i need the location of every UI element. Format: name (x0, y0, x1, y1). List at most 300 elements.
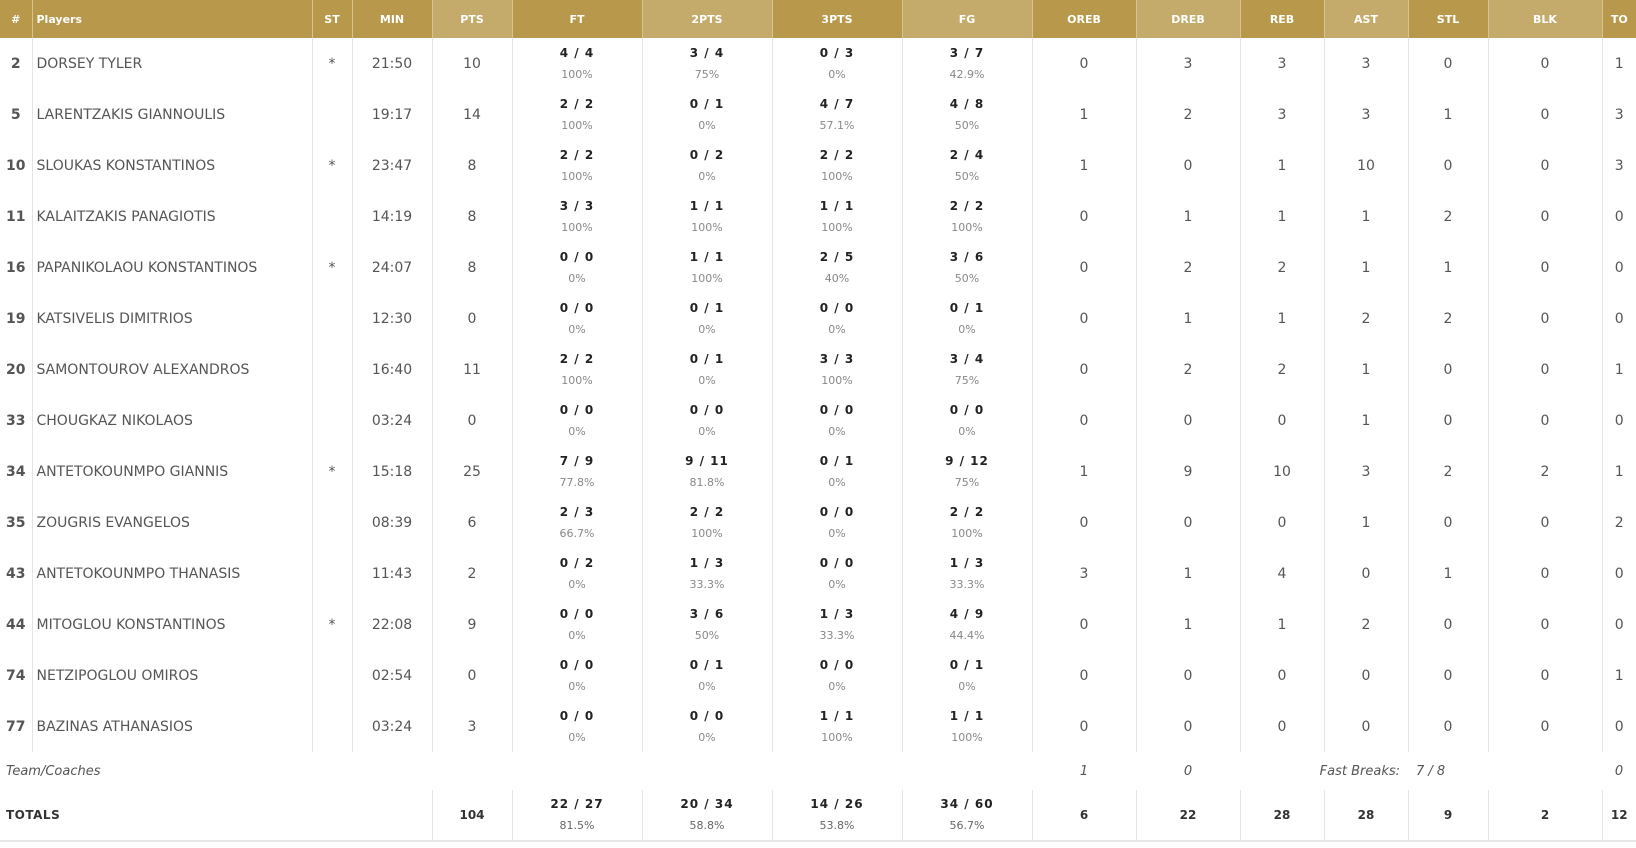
player-number: 33 (0, 395, 32, 446)
player-stl: 1 (1408, 548, 1488, 599)
player-ft (512, 599, 642, 650)
player-2pts (642, 548, 772, 599)
player-name-link[interactable]: NETZIPOGLOU OMIROS (32, 650, 312, 701)
player-3pts-made: 0 / 3 (819, 45, 855, 60)
player-ast: 3 (1324, 38, 1408, 89)
player-fg (902, 242, 1032, 293)
totals-stl: 9 (1408, 790, 1488, 841)
player-row (0, 140, 1636, 191)
player-3pts (772, 89, 902, 140)
player-dreb: 1 (1136, 548, 1240, 599)
player-2pts-pct: 100% (691, 526, 723, 540)
starter-mark (312, 344, 352, 395)
player-row (0, 242, 1636, 293)
starter-mark: * (312, 599, 352, 650)
col-dreb-header[interactable]: DREB (1136, 0, 1240, 38)
player-3pts-made: 1 / 3 (819, 606, 855, 621)
player-fg-made: 3 / 4 (949, 351, 985, 366)
col-pts-header[interactable]: PTS (432, 0, 512, 38)
player-reb: 1 (1240, 140, 1324, 191)
player-fg-made: 9 / 12 (945, 453, 989, 468)
player-to: 0 (1614, 310, 1624, 327)
player-ft-pct: 100% (561, 169, 593, 183)
player-fg-made: 2 / 2 (949, 198, 985, 213)
player-stl: 0 (1408, 701, 1488, 752)
player-3pts-pct: 0% (828, 577, 846, 591)
team-coaches-label: Team/Coaches (6, 763, 101, 779)
player-2pts (642, 38, 772, 89)
player-2pts-made: 3 / 4 (689, 45, 725, 60)
totals-fg (902, 790, 1032, 841)
player-ft-made: 0 / 0 (559, 249, 595, 264)
totals-3pts (772, 790, 902, 841)
player-ast: 1 (1324, 344, 1408, 395)
player-ast: 1 (1324, 191, 1408, 242)
player-2pts-made: 9 / 11 (685, 453, 729, 468)
player-ast: 0 (1324, 701, 1408, 752)
player-dreb: 0 (1136, 650, 1240, 701)
col-ast-header[interactable]: AST (1324, 0, 1408, 38)
player-2pts-made: 0 / 1 (689, 300, 725, 315)
player-2pts (642, 293, 772, 344)
player-to: 3 (1614, 157, 1624, 174)
player-ft-made: 0 / 0 (559, 300, 595, 315)
player-ft-made: 2 / 2 (559, 96, 595, 111)
player-oreb: 0 (1032, 344, 1136, 395)
player-fg-pct: 100% (951, 220, 983, 234)
player-stl: 2 (1408, 446, 1488, 497)
player-row (0, 497, 1636, 548)
player-row (0, 191, 1636, 242)
player-3pts-made: 1 / 1 (819, 708, 855, 723)
player-row (0, 38, 1636, 89)
player-2pts (642, 140, 772, 191)
player-ast: 2 (1324, 293, 1408, 344)
player-3pts (772, 548, 902, 599)
player-stl: 0 (1408, 344, 1488, 395)
player-3pts-pct: 0% (828, 679, 846, 693)
player-3pts (772, 446, 902, 497)
player-min: 08:39 (352, 497, 432, 548)
player-stl: 0 (1408, 599, 1488, 650)
player-name-link[interactable]: KALAITZAKIS PANAGIOTIS (32, 191, 312, 242)
player-fg-made: 4 / 8 (949, 96, 985, 111)
player-oreb: 0 (1032, 497, 1136, 548)
player-ft (512, 89, 642, 140)
player-name-link[interactable]: MITOGLOU KONSTANTINOS (32, 599, 312, 650)
player-fg-made: 1 / 1 (949, 708, 985, 723)
player-to: 0 (1614, 259, 1624, 276)
totals-2pts-pct: 58.8% (689, 819, 725, 832)
player-ft-made: 0 / 0 (559, 657, 595, 672)
player-number: 20 (0, 344, 32, 395)
player-ft-pct: 77.8% (559, 475, 595, 489)
starter-mark (312, 395, 352, 446)
player-ft-pct: 0% (568, 322, 586, 336)
player-ft-made: 2 / 3 (559, 504, 595, 519)
player-to: 1 (1614, 463, 1624, 480)
team-coaches-row (0, 752, 1636, 790)
player-fg (902, 293, 1032, 344)
player-oreb: 0 (1032, 599, 1136, 650)
player-ft-pct: 0% (568, 679, 586, 693)
player-ft-made: 7 / 9 (559, 453, 595, 468)
player-fg-pct: 42.9% (949, 67, 985, 81)
player-blk: 2 (1488, 446, 1602, 497)
totals-3pts-made: 14 / 26 (810, 797, 864, 811)
player-reb: 0 (1240, 497, 1324, 548)
player-2pts-made: 0 / 1 (689, 351, 725, 366)
player-number: 44 (0, 599, 32, 650)
player-ft-made: 3 / 3 (559, 198, 595, 213)
player-fg-pct: 75% (954, 475, 980, 489)
player-number: 35 (0, 497, 32, 548)
player-to: 0 (1614, 718, 1624, 735)
totals-row (0, 790, 1636, 841)
player-2pts-made: 2 / 2 (689, 504, 725, 519)
player-stl: 1 (1408, 242, 1488, 293)
player-dreb: 9 (1136, 446, 1240, 497)
starter-mark: * (312, 38, 352, 89)
player-3pts-made: 4 / 7 (819, 96, 855, 111)
player-name-link[interactable]: SLOUKAS KONSTANTINOS (32, 140, 312, 191)
player-fg-pct: 33.3% (949, 577, 985, 591)
player-fg-pct: 50% (954, 118, 980, 132)
player-fg-made: 0 / 1 (949, 300, 985, 315)
player-number: 10 (0, 140, 32, 191)
player-pts: 10 (432, 38, 512, 89)
player-fg-pct: 75% (954, 373, 980, 387)
player-blk: 0 (1488, 701, 1602, 752)
player-fg-pct: 0% (958, 322, 976, 336)
player-min: 16:40 (352, 344, 432, 395)
player-fg (902, 344, 1032, 395)
col-to-header[interactable]: TO (1602, 0, 1636, 38)
player-ft (512, 650, 642, 701)
player-fg (902, 548, 1032, 599)
player-ft-pct: 0% (568, 628, 586, 642)
player-fg (902, 650, 1032, 701)
player-ast: 0 (1324, 650, 1408, 701)
player-min: 03:24 (352, 701, 432, 752)
player-2pts-made: 0 / 0 (689, 708, 725, 723)
player-name-link[interactable]: DORSEY TYLER (32, 38, 312, 89)
player-reb: 0 (1240, 395, 1324, 446)
player-blk: 0 (1488, 599, 1602, 650)
player-fg-made: 0 / 1 (949, 657, 985, 672)
player-blk: 0 (1488, 344, 1602, 395)
player-fg (902, 395, 1032, 446)
player-min: 12:30 (352, 293, 432, 344)
player-fg (902, 599, 1032, 650)
player-stl: 1 (1408, 89, 1488, 140)
player-fg-pct: 100% (951, 526, 983, 540)
player-reb: 10 (1240, 446, 1324, 497)
player-ast: 2 (1324, 599, 1408, 650)
player-3pts (772, 701, 902, 752)
player-2pts-pct: 100% (691, 220, 723, 234)
player-ft-made: 0 / 0 (559, 708, 595, 723)
player-row (0, 89, 1636, 140)
player-3pts (772, 242, 902, 293)
totals-ft-pct: 81.5% (559, 819, 595, 832)
starter-mark (312, 548, 352, 599)
player-2pts (642, 650, 772, 701)
player-number: 77 (0, 701, 32, 752)
team-oreb: 1 (1079, 763, 1089, 779)
player-2pts-pct: 50% (694, 628, 720, 642)
player-fg (902, 701, 1032, 752)
player-3pts-pct: 100% (821, 730, 853, 744)
player-oreb: 3 (1032, 548, 1136, 599)
player-oreb: 0 (1032, 701, 1136, 752)
player-dreb: 0 (1136, 497, 1240, 548)
totals-fg-made: 34 / 60 (940, 797, 994, 811)
player-dreb: 2 (1136, 344, 1240, 395)
player-pts: 3 (432, 701, 512, 752)
player-blk: 0 (1488, 89, 1602, 140)
player-oreb: 0 (1032, 395, 1136, 446)
player-2pts-made: 1 / 1 (689, 198, 725, 213)
player-min: 21:50 (352, 38, 432, 89)
player-ft-pct: 100% (561, 67, 593, 81)
starter-mark (312, 650, 352, 701)
player-fg-pct: 44.4% (949, 628, 985, 642)
player-3pts-made: 0 / 0 (819, 555, 855, 570)
player-2pts (642, 344, 772, 395)
player-stl: 0 (1408, 650, 1488, 701)
player-3pts-made: 2 / 2 (819, 147, 855, 162)
player-2pts-pct: 100% (691, 271, 723, 285)
col-fg-header[interactable]: FG (902, 0, 1032, 38)
player-3pts (772, 395, 902, 446)
player-ft-pct: 66.7% (559, 526, 595, 540)
player-2pts-pct: 0% (698, 373, 716, 387)
col-st-header[interactable]: ST (312, 0, 352, 38)
player-ft-pct: 0% (568, 730, 586, 744)
player-pts: 9 (432, 599, 512, 650)
starter-mark: * (312, 140, 352, 191)
player-2pts (642, 701, 772, 752)
player-pts: 0 (432, 293, 512, 344)
player-number: 43 (0, 548, 32, 599)
player-to: 0 (1614, 616, 1624, 633)
player-number: 2 (0, 38, 32, 89)
player-stl: 0 (1408, 38, 1488, 89)
fast-breaks-label: Fast Breaks: (1319, 763, 1400, 779)
player-row (0, 548, 1636, 599)
player-2pts (642, 242, 772, 293)
player-min: 03:24 (352, 395, 432, 446)
player-ft (512, 497, 642, 548)
player-2pts-pct: 0% (698, 730, 716, 744)
col-min-header[interactable]: MIN (352, 0, 432, 38)
totals-ast: 28 (1324, 790, 1408, 841)
player-name-link[interactable]: ANTETOKOUNMPO GIANNIS (32, 446, 312, 497)
player-fg-pct: 0% (958, 424, 976, 438)
player-reb: 0 (1240, 650, 1324, 701)
player-2pts-made: 0 / 1 (689, 657, 725, 672)
player-fg-pct: 50% (954, 271, 980, 285)
player-2pts (642, 89, 772, 140)
col-num-header[interactable]: # (0, 0, 32, 38)
starter-mark (312, 191, 352, 242)
player-stl: 0 (1408, 497, 1488, 548)
player-fg (902, 38, 1032, 89)
player-pts: 11 (432, 344, 512, 395)
player-ft-pct: 100% (561, 373, 593, 387)
player-pts: 8 (432, 191, 512, 242)
player-2pts-made: 1 / 3 (689, 555, 725, 570)
col-reb-header[interactable]: REB (1240, 0, 1324, 38)
player-2pts-pct: 0% (698, 169, 716, 183)
player-ft (512, 38, 642, 89)
player-3pts-made: 1 / 1 (819, 198, 855, 213)
player-reb: 4 (1240, 548, 1324, 599)
player-oreb: 0 (1032, 650, 1136, 701)
player-ast: 10 (1324, 140, 1408, 191)
player-blk: 0 (1488, 191, 1602, 242)
col-3pts-header[interactable]: 3PTS (772, 0, 902, 38)
player-to: 0 (1614, 208, 1624, 225)
player-min: 22:08 (352, 599, 432, 650)
player-row (0, 344, 1636, 395)
player-fg-made: 3 / 7 (949, 45, 985, 60)
player-2pts-pct: 81.8% (689, 475, 725, 489)
player-3pts-pct: 0% (828, 67, 846, 81)
player-min: 02:54 (352, 650, 432, 701)
player-dreb: 0 (1136, 140, 1240, 191)
player-dreb: 0 (1136, 395, 1240, 446)
player-row (0, 599, 1636, 650)
player-2pts-made: 0 / 2 (689, 147, 725, 162)
player-number: 19 (0, 293, 32, 344)
player-ft-pct: 100% (561, 220, 593, 234)
player-pts: 25 (432, 446, 512, 497)
player-fg-pct: 100% (951, 730, 983, 744)
player-2pts (642, 446, 772, 497)
player-fg (902, 191, 1032, 242)
player-ft-made: 0 / 2 (559, 555, 595, 570)
fast-breaks-value: 7 / 8 (1416, 763, 1446, 779)
player-name-link[interactable]: BAZINAS ATHANASIOS (32, 701, 312, 752)
player-oreb: 1 (1032, 446, 1136, 497)
player-3pts (772, 38, 902, 89)
player-2pts-pct: 0% (698, 679, 716, 693)
player-ft-made: 0 / 0 (559, 606, 595, 621)
player-3pts-made: 0 / 0 (819, 504, 855, 519)
player-ast: 1 (1324, 242, 1408, 293)
col-2pts-header[interactable]: 2PTS (642, 0, 772, 38)
col-blk-header[interactable]: BLK (1488, 0, 1602, 38)
player-pts: 0 (432, 650, 512, 701)
player-reb: 3 (1240, 89, 1324, 140)
starter-mark (312, 701, 352, 752)
player-to: 3 (1614, 106, 1624, 123)
player-oreb: 0 (1032, 293, 1136, 344)
totals-fg-pct: 56.7% (949, 819, 985, 832)
player-number: 74 (0, 650, 32, 701)
player-3pts-pct: 100% (821, 373, 853, 387)
player-name-link[interactable]: SAMONTOUROV ALEXANDROS (32, 344, 312, 395)
player-pts: 14 (432, 89, 512, 140)
totals-oreb: 6 (1032, 790, 1136, 841)
col-players-header[interactable]: Players (32, 0, 312, 38)
player-ft (512, 140, 642, 191)
player-min: 19:17 (352, 89, 432, 140)
player-number: 5 (0, 89, 32, 140)
player-2pts-made: 1 / 1 (689, 249, 725, 264)
player-pts: 0 (432, 395, 512, 446)
player-2pts-made: 0 / 1 (689, 96, 725, 111)
player-row (0, 293, 1636, 344)
starter-mark: * (312, 242, 352, 293)
player-2pts (642, 395, 772, 446)
player-oreb: 1 (1032, 140, 1136, 191)
totals-2pts-made: 20 / 34 (680, 797, 734, 811)
player-row (0, 701, 1636, 752)
player-dreb: 1 (1136, 293, 1240, 344)
totals-3pts-pct: 53.8% (819, 819, 855, 832)
player-2pts-made: 0 / 0 (689, 402, 725, 417)
player-name-link[interactable]: KATSIVELIS DIMITRIOS (32, 293, 312, 344)
player-name-link[interactable]: LARENTZAKIS GIANNOULIS (32, 89, 312, 140)
player-fg (902, 497, 1032, 548)
player-reb: 1 (1240, 599, 1324, 650)
totals-reb: 28 (1240, 790, 1324, 841)
totals-pts: 104 (432, 790, 512, 841)
player-name-link[interactable]: PAPANIKOLAOU KONSTANTINOS (32, 242, 312, 293)
player-min: 23:47 (352, 140, 432, 191)
player-reb: 2 (1240, 344, 1324, 395)
player-dreb: 0 (1136, 701, 1240, 752)
player-to: 0 (1614, 412, 1624, 429)
player-blk: 0 (1488, 497, 1602, 548)
player-ast: 3 (1324, 446, 1408, 497)
player-fg-made: 1 / 3 (949, 555, 985, 570)
col-oreb-header[interactable]: OREB (1032, 0, 1136, 38)
player-name-link[interactable]: CHOUGKAZ NIKOLAOS (32, 395, 312, 446)
player-2pts-pct: 0% (698, 424, 716, 438)
player-3pts-pct: 33.3% (819, 628, 855, 642)
player-2pts (642, 599, 772, 650)
player-ft-made: 2 / 2 (559, 147, 595, 162)
player-stl: 0 (1408, 395, 1488, 446)
col-stl-header[interactable]: STL (1408, 0, 1488, 38)
player-stl: 0 (1408, 140, 1488, 191)
player-blk: 0 (1488, 650, 1602, 701)
player-min: 15:18 (352, 446, 432, 497)
player-name-link[interactable]: ANTETOKOUNMPO THANASIS (32, 548, 312, 599)
player-blk: 0 (1488, 38, 1602, 89)
player-oreb: 0 (1032, 38, 1136, 89)
totals-label: TOTALS (0, 790, 432, 841)
player-fg-made: 2 / 2 (949, 504, 985, 519)
player-ft-made: 2 / 2 (559, 351, 595, 366)
player-stl: 2 (1408, 191, 1488, 242)
player-fg (902, 140, 1032, 191)
player-3pts-pct: 0% (828, 475, 846, 489)
col-ft-header[interactable]: FT (512, 0, 642, 38)
totals-2pts (642, 790, 772, 841)
player-name-link[interactable]: ZOUGRIS EVANGELOS (32, 497, 312, 548)
player-ft (512, 395, 642, 446)
player-3pts-made: 0 / 0 (819, 402, 855, 417)
player-ft-pct: 100% (561, 118, 593, 132)
player-3pts (772, 599, 902, 650)
player-oreb: 0 (1032, 191, 1136, 242)
player-reb: 0 (1240, 701, 1324, 752)
